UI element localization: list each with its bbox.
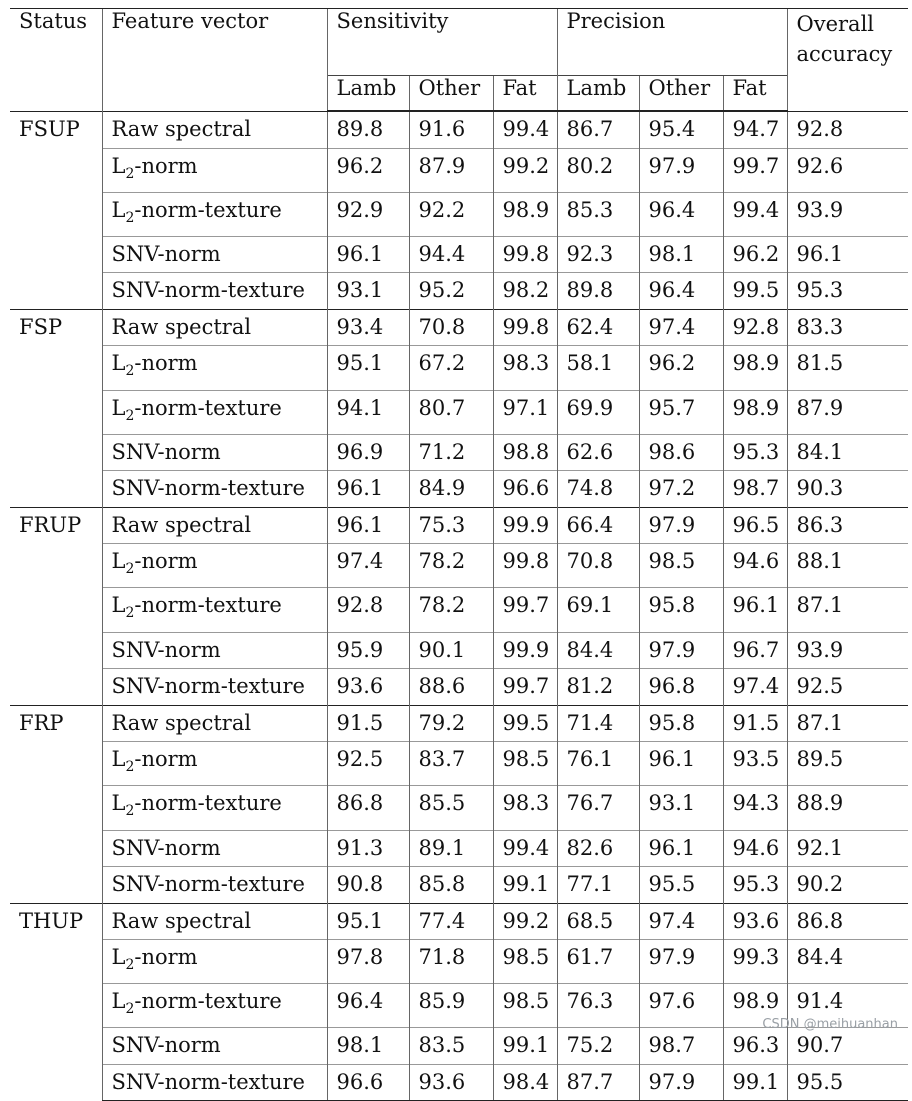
- prec-fat-cell: 95.3: [723, 434, 787, 471]
- prec-fat-cell: 94.6: [723, 830, 787, 867]
- status-cell: THUP: [10, 903, 102, 1101]
- status-cell: FRP: [10, 705, 102, 903]
- prec-fat-cell: 99.5: [723, 273, 787, 310]
- feature-suffix: -norm: [134, 747, 198, 772]
- precision-header: Precision: [557, 9, 787, 76]
- sens-lamb-cell: 96.1: [327, 471, 409, 508]
- prec-fat-cell: 94.3: [723, 786, 787, 830]
- status-cell: FRUP: [10, 507, 102, 705]
- sens-other-cell: 77.4: [409, 903, 493, 940]
- feature-subscript: 2: [125, 759, 135, 776]
- subheader-sensitivity-other: Other: [409, 76, 493, 112]
- sens-fat-cell: 99.7: [493, 669, 557, 706]
- prec-fat-cell: 92.8: [723, 309, 787, 346]
- overall-accuracy-cell: 83.3: [787, 309, 908, 346]
- sens-lamb-cell: 96.1: [327, 236, 409, 273]
- sens-fat-cell: 98.9: [493, 192, 557, 236]
- prec-other-cell: 97.4: [639, 903, 723, 940]
- prec-other-cell: 97.6: [639, 984, 723, 1028]
- sens-other-cell: 93.6: [409, 1064, 493, 1101]
- sens-other-cell: 78.2: [409, 544, 493, 588]
- sens-lamb-cell: 95.1: [327, 346, 409, 390]
- feature-name: Raw spectral: [111, 512, 252, 537]
- feature-name: SNV-norm-texture: [111, 872, 305, 896]
- feature-vector-cell: [102, 111, 327, 148]
- prec-other-cell: 96.4: [639, 192, 723, 236]
- overall-accuracy-cell: 87.1: [787, 588, 908, 632]
- prec-other-cell: 97.9: [639, 940, 723, 984]
- feature-vector-cell: [102, 434, 327, 471]
- prec-other-cell: 96.2: [639, 346, 723, 390]
- feature-vector-cell: [102, 632, 327, 669]
- feature-suffix: -norm-texture: [134, 197, 282, 222]
- overall-accuracy-cell: 90.2: [787, 867, 908, 904]
- prec-other-cell: 97.9: [639, 1064, 723, 1101]
- feature-vector-cell: [102, 544, 327, 588]
- sens-fat-cell: 98.5: [493, 742, 557, 786]
- sens-lamb-cell: 93.6: [327, 669, 409, 706]
- sens-other-cell: 70.8: [409, 309, 493, 346]
- table-header: [10, 9, 908, 112]
- overall-accuracy-cell: 92.5: [787, 669, 908, 706]
- sens-lamb-cell: 89.8: [327, 111, 409, 148]
- feature-suffix: -norm-texture: [134, 989, 282, 1014]
- table-row: [10, 148, 908, 192]
- feature-suffix: -norm: [134, 945, 198, 969]
- table-row: [10, 786, 908, 830]
- prec-lamb-cell: 66.4: [557, 507, 639, 544]
- prec-fat-cell: 98.7: [723, 471, 787, 508]
- feature-vector-cell: [102, 390, 327, 434]
- prec-other-cell: 97.4: [639, 309, 723, 346]
- table-row: [10, 192, 908, 236]
- feature-name: Raw spectral: [111, 710, 252, 735]
- feature-name: SNV-norm: [111, 637, 221, 662]
- feature-vector-cell: [102, 1028, 327, 1065]
- sens-fat-cell: 99.9: [493, 632, 557, 669]
- sensitivity-header: Sensitivity: [327, 9, 557, 76]
- table-row: [10, 867, 908, 904]
- feature-subscript: 2: [125, 209, 135, 226]
- table-row: [10, 471, 908, 508]
- feature-name: SNV-norm-texture: [111, 476, 305, 501]
- prec-other-cell: 98.1: [639, 236, 723, 273]
- feature-subscript: 2: [125, 1001, 135, 1018]
- feature-vector-cell: [102, 742, 327, 786]
- sens-other-cell: 85.5: [409, 786, 493, 830]
- sens-lamb-cell: 96.9: [327, 434, 409, 471]
- prec-fat-cell: 99.7: [723, 148, 787, 192]
- feature-suffix: -norm-texture: [134, 593, 282, 618]
- overall-accuracy-cell: 86.8: [787, 903, 908, 940]
- prec-fat-cell: 93.6: [723, 903, 787, 940]
- table-row: [10, 236, 908, 273]
- prec-lamb-cell: 80.2: [557, 148, 639, 192]
- prec-other-cell: 98.7: [639, 1028, 723, 1065]
- overall-accuracy-cell: 93.9: [787, 632, 908, 669]
- overall-accuracy-cell: 86.3: [787, 507, 908, 544]
- prec-fat-cell: 95.3: [723, 867, 787, 904]
- feature-subscript: 2: [125, 561, 135, 578]
- sens-lamb-cell: 92.9: [327, 192, 409, 236]
- sens-other-cell: 91.6: [409, 111, 493, 148]
- feature-name: SNV-norm-texture: [111, 1069, 305, 1094]
- sens-fat-cell: 98.2: [493, 273, 557, 310]
- sens-other-cell: 83.5: [409, 1028, 493, 1065]
- feature-name: L: [111, 989, 126, 1014]
- prec-lamb-cell: 58.1: [557, 346, 639, 390]
- feature-name: Raw spectral: [111, 116, 252, 141]
- feature-subscript: 2: [125, 407, 135, 424]
- feature-subscript: 2: [125, 605, 135, 622]
- feature-name: SNV-norm-texture: [111, 278, 305, 303]
- prec-other-cell: 98.6: [639, 434, 723, 471]
- sens-lamb-cell: 95.9: [327, 632, 409, 669]
- sens-fat-cell: 99.5: [493, 705, 557, 742]
- prec-other-cell: 96.1: [639, 830, 723, 867]
- feature-vector-cell: [102, 984, 327, 1028]
- table-row: [10, 390, 908, 434]
- sens-lamb-cell: 96.2: [327, 148, 409, 192]
- sens-lamb-cell: 95.1: [327, 903, 409, 940]
- sens-other-cell: 85.8: [409, 867, 493, 904]
- prec-fat-cell: 93.5: [723, 742, 787, 786]
- prec-other-cell: 96.1: [639, 742, 723, 786]
- prec-fat-cell: 96.7: [723, 632, 787, 669]
- overall-accuracy-cell: 95.3: [787, 273, 908, 310]
- feature-vector-header: Feature vector: [102, 9, 327, 112]
- prec-fat-cell: 99.1: [723, 1064, 787, 1101]
- sens-other-cell: 95.2: [409, 273, 493, 310]
- table-row: [10, 742, 908, 786]
- table-row: [10, 544, 908, 588]
- table-row: [10, 273, 908, 310]
- sens-other-cell: 80.7: [409, 390, 493, 434]
- feature-name: L: [111, 945, 126, 969]
- prec-lamb-cell: 92.3: [557, 236, 639, 273]
- sens-fat-cell: 99.4: [493, 111, 557, 148]
- feature-name: SNV-norm: [111, 439, 221, 464]
- sens-fat-cell: 99.2: [493, 903, 557, 940]
- prec-other-cell: 95.5: [639, 867, 723, 904]
- feature-vector-cell: [102, 236, 327, 273]
- table-row: [10, 346, 908, 390]
- results-table: [10, 8, 908, 1101]
- overall-accuracy-cell: 87.1: [787, 705, 908, 742]
- sens-lamb-cell: 91.5: [327, 705, 409, 742]
- feature-subscript: 2: [125, 957, 135, 974]
- prec-fat-cell: 99.4: [723, 192, 787, 236]
- prec-lamb-cell: 69.9: [557, 390, 639, 434]
- overall-accuracy-cell: 91.4: [787, 984, 908, 1028]
- feature-vector-cell: [102, 148, 327, 192]
- table-row: [10, 507, 908, 544]
- feature-vector-cell: [102, 830, 327, 867]
- feature-name: L: [111, 197, 126, 222]
- overall-accuracy-line2: accuracy: [796, 42, 893, 66]
- feature-name: L: [111, 593, 126, 618]
- feature-name: L: [111, 351, 126, 376]
- sens-fat-cell: 99.2: [493, 148, 557, 192]
- overall-accuracy-cell: 92.8: [787, 111, 908, 148]
- feature-name: L: [111, 791, 126, 816]
- prec-fat-cell: 94.6: [723, 544, 787, 588]
- status-cell: FSP: [10, 309, 102, 507]
- overall-accuracy-cell: 92.6: [787, 148, 908, 192]
- table-row: [10, 669, 908, 706]
- sens-lamb-cell: 96.6: [327, 1064, 409, 1101]
- table-body: [10, 111, 908, 1101]
- overall-accuracy-cell: 89.5: [787, 742, 908, 786]
- prec-fat-cell: 96.2: [723, 236, 787, 273]
- sens-fat-cell: 99.1: [493, 1028, 557, 1065]
- sens-fat-cell: 98.5: [493, 984, 557, 1028]
- prec-lamb-cell: 74.8: [557, 471, 639, 508]
- prec-fat-cell: 98.9: [723, 346, 787, 390]
- prec-other-cell: 97.9: [639, 507, 723, 544]
- sens-other-cell: 90.1: [409, 632, 493, 669]
- table-row: [10, 903, 908, 940]
- prec-fat-cell: 94.7: [723, 111, 787, 148]
- table-row: [10, 940, 908, 984]
- sens-fat-cell: 99.8: [493, 236, 557, 273]
- sens-lamb-cell: 97.8: [327, 940, 409, 984]
- feature-vector-cell: [102, 471, 327, 508]
- table-row: [10, 309, 908, 346]
- sens-other-cell: 78.2: [409, 588, 493, 632]
- overall-accuracy-cell: 90.3: [787, 471, 908, 508]
- status-header: Status: [10, 9, 102, 112]
- prec-lamb-cell: 84.4: [557, 632, 639, 669]
- feature-suffix: -norm: [134, 153, 198, 178]
- sens-fat-cell: 98.4: [493, 1064, 557, 1101]
- feature-vector-cell: [102, 273, 327, 310]
- prec-fat-cell: 98.9: [723, 984, 787, 1028]
- table-row: [10, 111, 908, 148]
- feature-vector-cell: [102, 507, 327, 544]
- overall-accuracy-cell: 93.9: [787, 192, 908, 236]
- sens-other-cell: 71.2: [409, 434, 493, 471]
- sens-lamb-cell: 93.1: [327, 273, 409, 310]
- overall-accuracy-cell: 87.9: [787, 390, 908, 434]
- subheader-sensitivity-fat: Fat: [493, 76, 557, 112]
- sens-lamb-cell: 93.4: [327, 309, 409, 346]
- feature-subscript: 2: [125, 363, 135, 380]
- sens-lamb-cell: 86.8: [327, 786, 409, 830]
- prec-lamb-cell: 86.7: [557, 111, 639, 148]
- overall-accuracy-header: [787, 9, 908, 112]
- sens-other-cell: 92.2: [409, 192, 493, 236]
- prec-other-cell: 96.4: [639, 273, 723, 310]
- prec-fat-cell: 96.3: [723, 1028, 787, 1065]
- overall-accuracy-cell: 88.9: [787, 786, 908, 830]
- sens-other-cell: 89.1: [409, 830, 493, 867]
- prec-lamb-cell: 82.6: [557, 830, 639, 867]
- table-row: [10, 588, 908, 632]
- prec-lamb-cell: 75.2: [557, 1028, 639, 1065]
- sens-lamb-cell: 91.3: [327, 830, 409, 867]
- prec-lamb-cell: 76.7: [557, 786, 639, 830]
- sens-fat-cell: 98.8: [493, 434, 557, 471]
- prec-fat-cell: 96.5: [723, 507, 787, 544]
- overall-accuracy-cell: 95.5: [787, 1064, 908, 1101]
- sens-other-cell: 88.6: [409, 669, 493, 706]
- overall-accuracy-cell: 90.7: [787, 1028, 908, 1065]
- prec-fat-cell: 98.9: [723, 390, 787, 434]
- table-row: [10, 705, 908, 742]
- subheader-precision-other: Other: [639, 76, 723, 112]
- prec-lamb-cell: 76.3: [557, 984, 639, 1028]
- sens-other-cell: 84.9: [409, 471, 493, 508]
- feature-suffix: -norm: [134, 351, 198, 376]
- prec-other-cell: 95.7: [639, 390, 723, 434]
- table-row: [10, 632, 908, 669]
- sens-lamb-cell: 96.4: [327, 984, 409, 1028]
- prec-other-cell: 97.9: [639, 148, 723, 192]
- feature-name: L: [111, 747, 126, 772]
- feature-name: SNV-norm: [111, 835, 221, 860]
- feature-vector-cell: [102, 309, 327, 346]
- prec-lamb-cell: 87.7: [557, 1064, 639, 1101]
- overall-accuracy-line1: Overall: [796, 12, 874, 36]
- sens-other-cell: 83.7: [409, 742, 493, 786]
- sens-other-cell: 75.3: [409, 507, 493, 544]
- sens-lamb-cell: 90.8: [327, 867, 409, 904]
- feature-vector-cell: [102, 192, 327, 236]
- sens-lamb-cell: 92.8: [327, 588, 409, 632]
- overall-accuracy-cell: 88.1: [787, 544, 908, 588]
- prec-other-cell: 97.2: [639, 471, 723, 508]
- prec-lamb-cell: 81.2: [557, 669, 639, 706]
- feature-vector-cell: [102, 903, 327, 940]
- prec-fat-cell: 96.1: [723, 588, 787, 632]
- sens-fat-cell: 99.4: [493, 830, 557, 867]
- feature-vector-cell: [102, 786, 327, 830]
- prec-other-cell: 95.4: [639, 111, 723, 148]
- sens-lamb-cell: 97.4: [327, 544, 409, 588]
- sens-other-cell: 71.8: [409, 940, 493, 984]
- prec-fat-cell: 99.3: [723, 940, 787, 984]
- prec-other-cell: 95.8: [639, 705, 723, 742]
- sens-fat-cell: 97.1: [493, 390, 557, 434]
- sens-other-cell: 67.2: [409, 346, 493, 390]
- sens-fat-cell: 96.6: [493, 471, 557, 508]
- sens-fat-cell: 99.1: [493, 867, 557, 904]
- feature-suffix: -norm-texture: [134, 791, 282, 816]
- feature-vector-cell: [102, 705, 327, 742]
- prec-lamb-cell: 70.8: [557, 544, 639, 588]
- table-row: [10, 830, 908, 867]
- overall-accuracy-cell: 81.5: [787, 346, 908, 390]
- prec-lamb-cell: 85.3: [557, 192, 639, 236]
- prec-lamb-cell: 62.6: [557, 434, 639, 471]
- sens-fat-cell: 98.3: [493, 786, 557, 830]
- prec-lamb-cell: 89.8: [557, 273, 639, 310]
- prec-lamb-cell: 71.4: [557, 705, 639, 742]
- sens-other-cell: 85.9: [409, 984, 493, 1028]
- prec-lamb-cell: 77.1: [557, 867, 639, 904]
- status-cell: FSUP: [10, 111, 102, 309]
- feature-vector-cell: [102, 867, 327, 904]
- sens-lamb-cell: 92.5: [327, 742, 409, 786]
- subheader-sensitivity-lamb: Lamb: [327, 76, 409, 112]
- prec-lamb-cell: 76.1: [557, 742, 639, 786]
- subheader-precision-fat: Fat: [723, 76, 787, 112]
- overall-accuracy-cell: 96.1: [787, 236, 908, 273]
- feature-vector-cell: [102, 346, 327, 390]
- table-row: [10, 1028, 908, 1065]
- feature-name: SNV-norm: [111, 241, 221, 266]
- feature-vector-cell: [102, 669, 327, 706]
- sens-fat-cell: 99.7: [493, 588, 557, 632]
- sens-fat-cell: 98.3: [493, 346, 557, 390]
- prec-lamb-cell: 68.5: [557, 903, 639, 940]
- table-row: [10, 1064, 908, 1101]
- sens-fat-cell: 99.8: [493, 544, 557, 588]
- sens-lamb-cell: 98.1: [327, 1028, 409, 1065]
- feature-name: L: [111, 549, 126, 574]
- feature-subscript: 2: [125, 803, 135, 820]
- sens-fat-cell: 99.9: [493, 507, 557, 544]
- prec-lamb-cell: 62.4: [557, 309, 639, 346]
- feature-name: Raw spectral: [111, 314, 252, 339]
- feature-subscript: 2: [125, 165, 135, 182]
- sens-lamb-cell: 96.1: [327, 507, 409, 544]
- sens-other-cell: 79.2: [409, 705, 493, 742]
- feature-vector-cell: [102, 940, 327, 984]
- feature-vector-cell: [102, 588, 327, 632]
- prec-fat-cell: 91.5: [723, 705, 787, 742]
- prec-lamb-cell: 61.7: [557, 940, 639, 984]
- feature-name: L: [111, 153, 126, 178]
- prec-lamb-cell: 69.1: [557, 588, 639, 632]
- feature-suffix: -norm-texture: [134, 395, 282, 420]
- table-row: [10, 434, 908, 471]
- prec-other-cell: 97.9: [639, 632, 723, 669]
- prec-fat-cell: 97.4: [723, 669, 787, 706]
- sens-fat-cell: 99.8: [493, 309, 557, 346]
- prec-other-cell: 93.1: [639, 786, 723, 830]
- prec-other-cell: 98.5: [639, 544, 723, 588]
- watermark: CSDN @meihuanhan: [762, 1017, 898, 1032]
- prec-other-cell: 96.8: [639, 669, 723, 706]
- feature-name: Raw spectral: [111, 908, 252, 933]
- prec-other-cell: 95.8: [639, 588, 723, 632]
- sens-lamb-cell: 94.1: [327, 390, 409, 434]
- sens-other-cell: 94.4: [409, 236, 493, 273]
- feature-vector-cell: [102, 1064, 327, 1101]
- overall-accuracy-cell: 84.4: [787, 940, 908, 984]
- feature-name: L: [111, 395, 126, 420]
- overall-accuracy-cell: 92.1: [787, 830, 908, 867]
- feature-suffix: -norm: [134, 549, 198, 574]
- feature-name: SNV-norm: [111, 1033, 221, 1058]
- sens-fat-cell: 98.5: [493, 940, 557, 984]
- overall-accuracy-cell: 84.1: [787, 434, 908, 471]
- subheader-precision-lamb: Lamb: [557, 76, 639, 112]
- feature-name: SNV-norm-texture: [111, 674, 305, 699]
- sens-other-cell: 87.9: [409, 148, 493, 192]
